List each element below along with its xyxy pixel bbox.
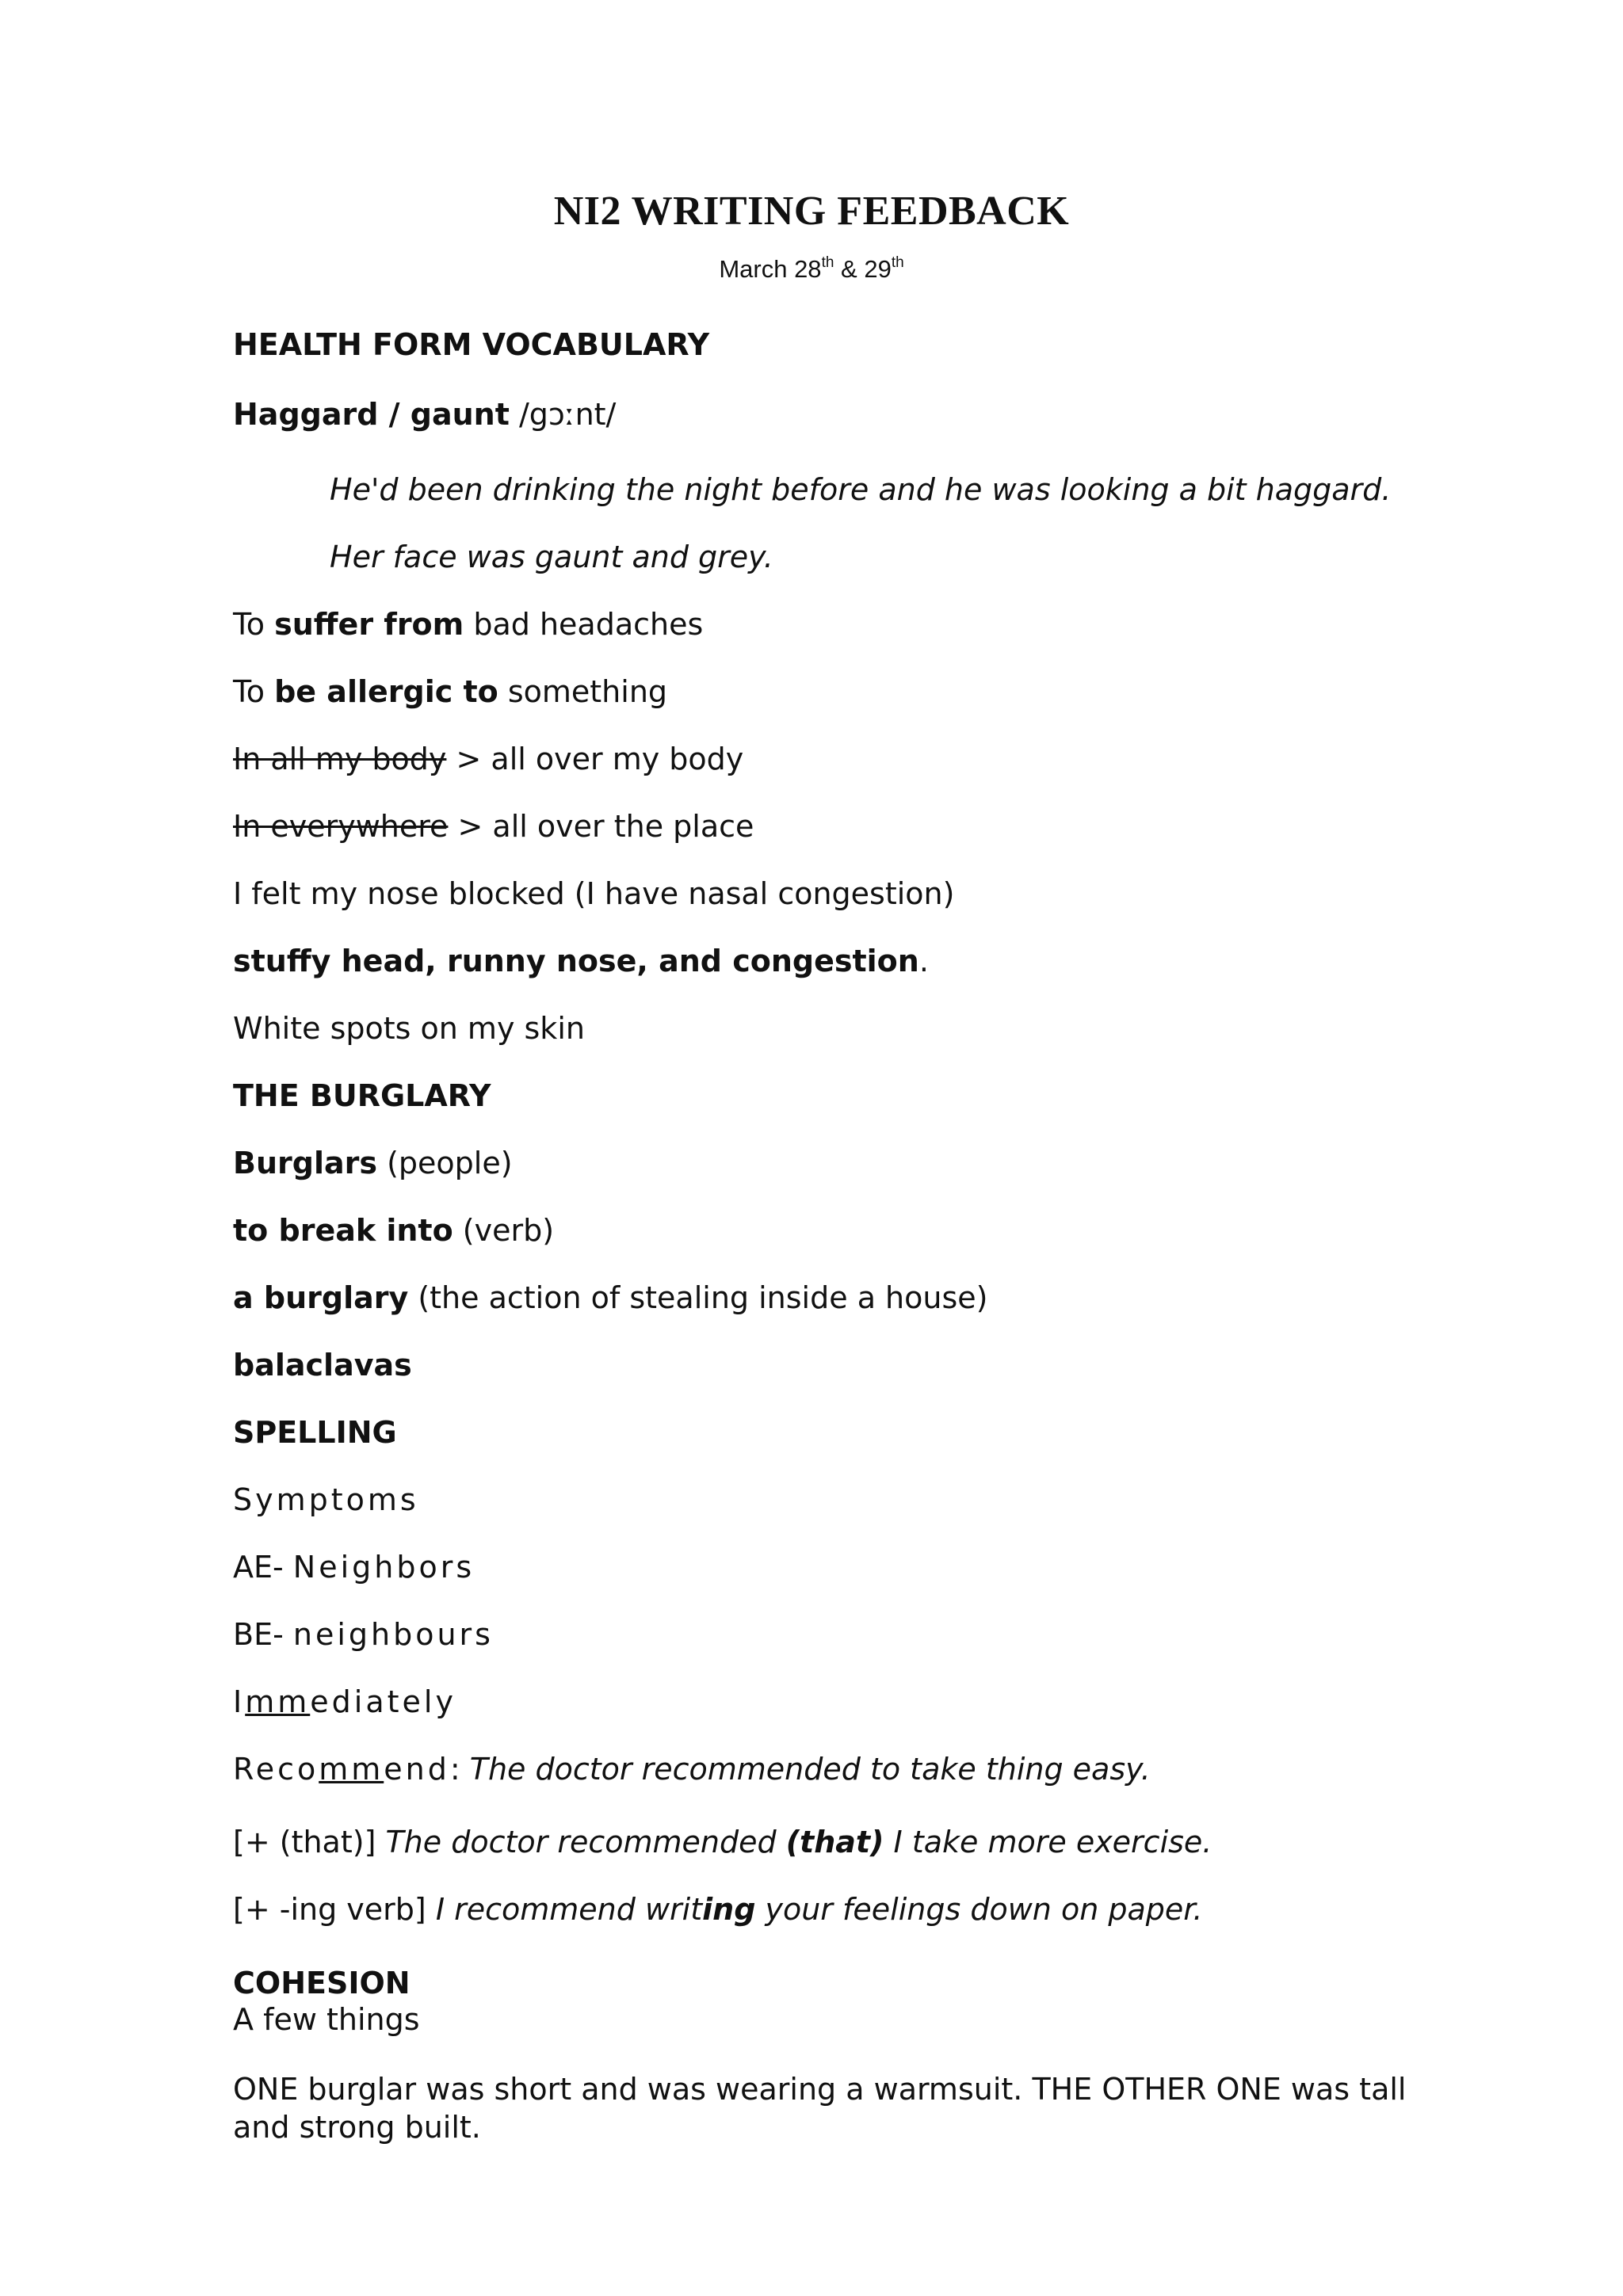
underlined-letters: mm — [245, 1684, 311, 1719]
section-heading-burglary: THE BURGLARY — [233, 1078, 491, 1113]
text-run-bold: stuffy head, runny nose, and congestion — [233, 944, 919, 978]
spelling-be-neighbours — [233, 1616, 494, 1653]
vocab-ipa: /gɔːnt/ — [509, 397, 617, 432]
vocab-haggard-gaunt — [233, 396, 616, 433]
text-run: end — [384, 1752, 450, 1787]
text-run: . — [918, 944, 929, 978]
vocab-suffer-from — [233, 606, 703, 643]
spelling-ae-neighbors — [233, 1549, 475, 1585]
date-suffix-1: th — [821, 254, 834, 271]
vocab-white-spots: White spots on my skin — [233, 1011, 585, 1046]
spelling-recommend — [233, 1751, 1151, 1787]
example-sentence: The doctor recommended to take thing easy. — [469, 1752, 1151, 1787]
vocab-word: Haggard / gaunt — [233, 397, 510, 432]
spelling-word: Neighbors — [292, 1550, 475, 1585]
vocab-break-into — [233, 1212, 554, 1249]
text-run: something — [498, 674, 668, 709]
vocab-nasal-congestion: I felt my nose blocked (I have nasal congestion) — [233, 876, 955, 911]
text-run-bold: be allergic to — [274, 674, 498, 709]
text-run: I — [233, 1684, 246, 1719]
text-run: bad headaches — [464, 607, 704, 642]
grammar-recommend-that — [233, 1824, 1212, 1860]
underlined-letters: mm — [319, 1752, 384, 1787]
text-run: (verb) — [453, 1213, 555, 1248]
section-heading-spelling: SPELLING — [233, 1415, 397, 1450]
text-run: > all over the place — [448, 809, 754, 844]
text-run-bold: Burglars — [233, 1146, 377, 1180]
spelling-immediately — [233, 1684, 456, 1720]
example-sentence: The doctor recommended — [385, 1825, 786, 1859]
vocab-burglars — [233, 1145, 513, 1181]
text-run: ediately — [310, 1684, 456, 1719]
section-heading-cohesion: COHESION — [233, 1966, 411, 2000]
date-mid: & 29 — [834, 255, 892, 283]
text-run-bold: suffer from — [274, 607, 464, 642]
text-run: (the action of stealing inside a house) — [408, 1280, 988, 1315]
text-run: To — [233, 674, 275, 709]
struck-text: In everywhere — [233, 809, 449, 844]
date-prefix: March 28 — [719, 255, 822, 283]
example-sentence: your feelings down on paper. — [755, 1892, 1203, 1927]
grammar-recommend-ing — [233, 1891, 1203, 1928]
example-sentence: He'd been drinking the night before and he was looking a bit haggard. — [330, 472, 1392, 507]
text-run: > all over my body — [446, 742, 744, 776]
spelling-word: neighbours — [292, 1617, 494, 1652]
date-line — [0, 255, 1623, 284]
cohesion-paragraph: ONE burglar was short and was wearing a warmsuit. THE OTHER ONE was tall and strong built. — [233, 2072, 1407, 2145]
cohesion-subtitle: A few things — [233, 2002, 420, 2037]
vocab-allergic-to — [233, 673, 667, 710]
vocab-a-burglary — [233, 1280, 987, 1316]
vocab-balaclavas: balaclavas — [233, 1348, 412, 1383]
text-run-bold: a burglary — [233, 1280, 409, 1315]
example-sentence: Her face was gaunt and grey. — [330, 540, 773, 574]
spelling-label: AE- — [233, 1550, 293, 1585]
example-sentence: I recommend writ — [435, 1892, 703, 1927]
grammar-pattern: [+ (that)] — [233, 1825, 386, 1859]
text-run: (people) — [376, 1146, 513, 1180]
section-heading-health: HEALTH FORM VOCABULARY — [233, 327, 710, 362]
grammar-pattern: [+ -ing verb] — [233, 1892, 436, 1927]
spelling-label: BE- — [233, 1617, 293, 1652]
struck-text: In all my body — [233, 742, 447, 776]
spelling-symptoms: Symptoms — [233, 1482, 419, 1517]
highlighted-text: ing — [702, 1892, 756, 1927]
correction-all-over-place — [233, 808, 754, 845]
page-title: NI2 WRITING FEEDBACK — [553, 189, 1070, 234]
text-run: : — [449, 1752, 470, 1787]
example-sentence: I take more exercise. — [884, 1825, 1212, 1859]
text-run: Reco — [233, 1752, 319, 1787]
text-run-bold: to break into — [233, 1213, 453, 1248]
highlighted-text: (that) — [785, 1825, 884, 1859]
vocab-stuffy-head — [233, 943, 929, 979]
correction-all-over-body — [233, 741, 743, 777]
text-run: To — [233, 607, 275, 642]
date-suffix-2: th — [891, 254, 904, 271]
